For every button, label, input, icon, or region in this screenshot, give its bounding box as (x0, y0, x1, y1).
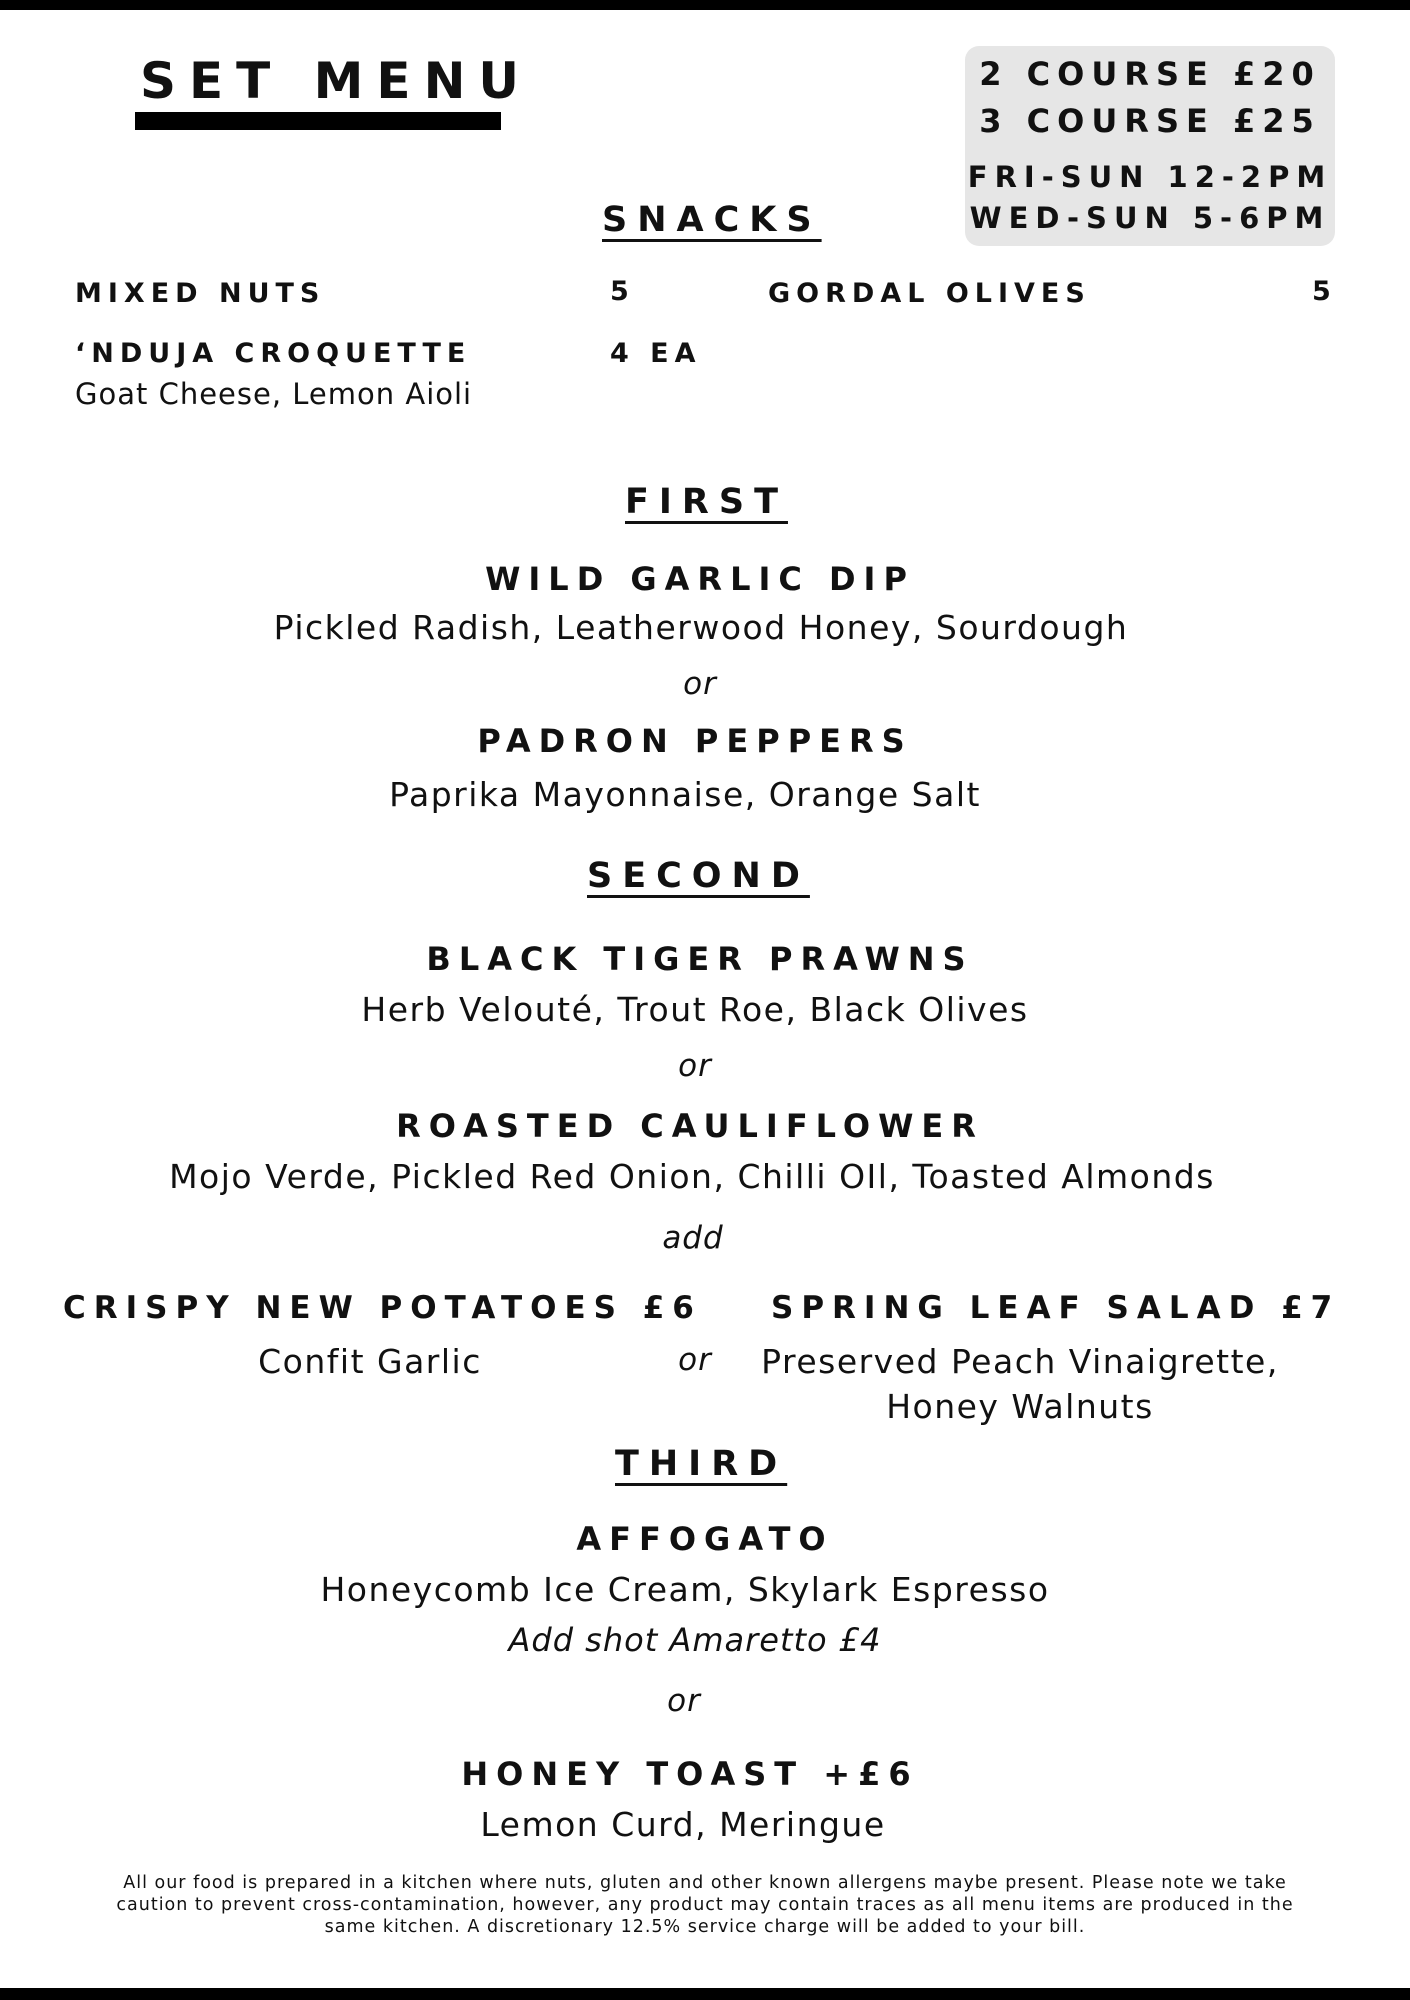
menu-title: SET MENU (140, 52, 533, 110)
allergen-notice-line-1: All our food is prepared in a kitchen where nuts, gluten and other known allergens maybe present. Please note we take (123, 1873, 1287, 1893)
second-add: add (662, 1220, 724, 1256)
allergen-notice (100, 1872, 1310, 1938)
title-underline (135, 112, 501, 130)
second-or: or (678, 1048, 712, 1084)
third-dish-1-note: Add shot Amaretto £4 (508, 1621, 882, 1659)
snack-nduja-croquette-price: 4 EA (610, 338, 702, 369)
third-dish-1-name: AFFOGATO (576, 1520, 834, 1558)
third-or: or (667, 1683, 701, 1719)
two-course-price: 2 COURSE £20 (979, 55, 1321, 93)
side-1-name: CRISPY NEW POTATOES £6 (63, 1290, 702, 1326)
lunch-hours: FRI-SUN 12-2PM (967, 160, 1333, 194)
snack-mixed-nuts: MIXED NUTS (75, 278, 326, 309)
first-dish-2-name: PADRON PEPPERS (477, 722, 913, 760)
bottom-border (0, 1988, 1410, 2000)
first-dish-2-description: Paprika Mayonnaise, Orange Salt (389, 775, 981, 814)
snack-gordal-olives-price: 5 (1312, 276, 1337, 307)
snack-nduja-croquette: ‘NDUJA CROQUETTE (75, 338, 472, 369)
third-dish-1-description: Honeycomb Ice Cream, Skylark Espresso (320, 1570, 1050, 1609)
allergen-notice-line-2: caution to prevent cross-contamination, however, any product may contain traces as all menu items are produced in the (116, 1895, 1294, 1915)
third-dish-2-description: Lemon Curd, Meringue (480, 1805, 886, 1844)
third-dish-2-name: HONEY TOAST +£6 (461, 1755, 919, 1793)
side-2-description-line-2: Honey Walnuts (886, 1387, 1154, 1426)
snacks-heading: SNACKS (602, 200, 822, 240)
top-border (0, 0, 1410, 10)
three-course-price: 3 COURSE £25 (979, 102, 1321, 140)
side-1-description: Confit Garlic (258, 1342, 482, 1381)
allergen-notice-line-3: same kitchen. A discretionary 12.5% service charge will be added to your bill. (324, 1917, 1086, 1937)
second-dish-2-description: Mojo Verde, Pickled Red Onion, Chilli OIl, Toasted Almonds (169, 1157, 1215, 1196)
side-or: or (678, 1342, 712, 1378)
evening-hours: WED-SUN 5-6PM (969, 201, 1331, 235)
second-heading: SECOND (587, 856, 810, 896)
side-2-description-line-1: Preserved Peach Vinaigrette, (761, 1342, 1279, 1381)
second-dish-2-name: ROASTED CAULIFLOWER (396, 1107, 984, 1145)
third-heading: THIRD (615, 1444, 788, 1484)
first-dish-1-name: WILD GARLIC DIP (485, 560, 915, 598)
first-or: or (683, 666, 717, 702)
first-heading: FIRST (625, 482, 788, 522)
side-2-name: SPRING LEAF SALAD £7 (771, 1290, 1341, 1326)
second-dish-1-description: Herb Velouté, Trout Roe, Black Olives (361, 990, 1029, 1029)
snack-gordal-olives: GORDAL OLIVES (768, 278, 1091, 309)
snack-mixed-nuts-price: 5 (610, 276, 635, 307)
second-dish-1-name: BLACK TIGER PRAWNS (426, 940, 974, 978)
first-dish-1-description: Pickled Radish, Leatherwood Honey, Sourdough (273, 608, 1129, 647)
snack-nduja-croquette-description: Goat Cheese, Lemon Aioli (75, 377, 473, 411)
price-box (965, 46, 1335, 246)
